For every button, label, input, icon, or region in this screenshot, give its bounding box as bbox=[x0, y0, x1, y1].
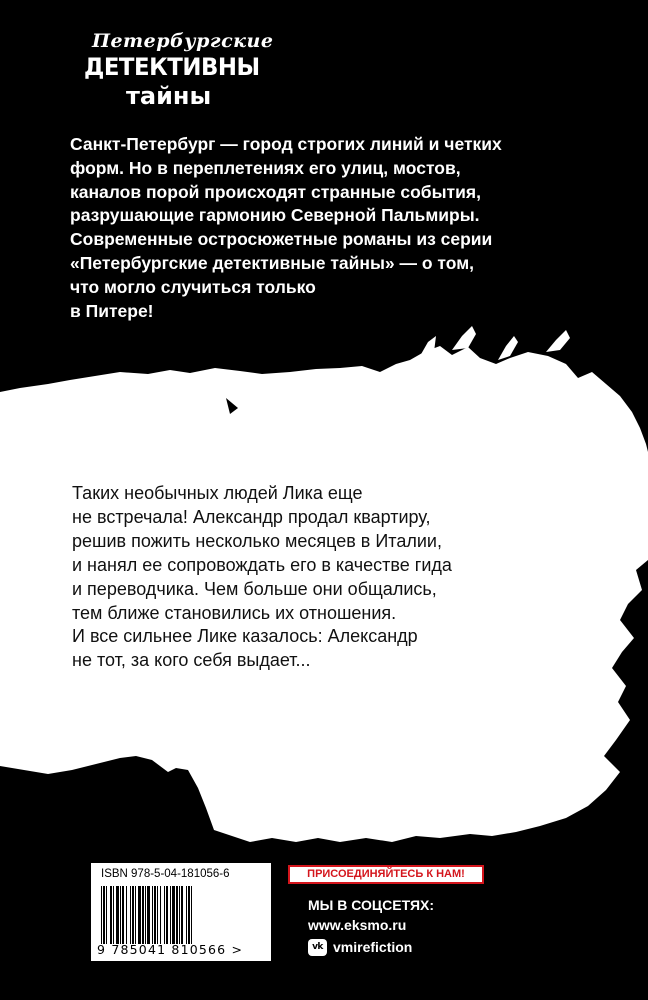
isbn-number: ISBN 978-5-04-181056-6 bbox=[101, 868, 230, 880]
series-annotation bbox=[70, 133, 590, 323]
synopsis-line: тем ближе становились их отношения. bbox=[72, 602, 397, 623]
barcode-bar bbox=[106, 886, 107, 944]
synopsis-line: решив пожить несколько месяцев в Италии, bbox=[72, 530, 442, 551]
synopsis-line: и нанял ее сопровождать его в качестве гида bbox=[72, 554, 452, 575]
barcode-bar bbox=[126, 886, 127, 944]
barcode-bar bbox=[179, 886, 180, 944]
book-synopsis bbox=[72, 482, 592, 673]
barcode-bar bbox=[191, 886, 192, 944]
website-link[interactable]: www.eksmo.ru bbox=[308, 917, 407, 933]
barcode-bar bbox=[160, 886, 161, 944]
synopsis-line: Таких необычных людей Лика еще bbox=[72, 483, 363, 503]
barcode-bar bbox=[101, 886, 102, 944]
barcode-bar bbox=[145, 886, 146, 944]
barcode-bar bbox=[164, 886, 165, 944]
annotation-line: Современные остросюжетные романы из серии bbox=[70, 229, 493, 250]
barcode-bar bbox=[120, 886, 121, 944]
annotation-line: «Петербургские детективные тайны» — о том, bbox=[70, 252, 475, 273]
annotation-line: форм. Но в переплетениях его улиц, мостов, bbox=[70, 157, 461, 178]
barcode-bar bbox=[154, 886, 156, 944]
barcode-bar bbox=[113, 886, 114, 944]
barcode-digits: 9 785041 810566 > bbox=[97, 942, 244, 957]
barcode-bar bbox=[130, 886, 131, 944]
vk-link[interactable] bbox=[308, 937, 434, 957]
barcode-bar bbox=[103, 886, 105, 944]
social-heading: МЫ В СОЦСЕТЯХ: bbox=[308, 897, 435, 913]
synopsis-line: И все сильнее Лике казалось: Александр bbox=[72, 626, 418, 647]
barcode-bar bbox=[152, 886, 153, 944]
barcode-bar bbox=[166, 886, 168, 944]
vk-handle: vmirefiction bbox=[333, 939, 413, 955]
synopsis-line: не встречала! Александр продал квартиру, bbox=[72, 506, 431, 527]
synopsis-line: не тот, за кого себя выдает... bbox=[72, 650, 311, 671]
barcode-bar bbox=[172, 886, 175, 944]
barcode-bar bbox=[122, 886, 124, 944]
join-us-badge: ПРИСОЕДИНЯЙТЕСЬ К НАМ! bbox=[288, 865, 484, 884]
barcode-bar bbox=[116, 886, 119, 944]
barcode-bar bbox=[170, 886, 171, 944]
barcode-bar bbox=[138, 886, 141, 944]
barcode-bar bbox=[157, 886, 158, 944]
barcode-bar bbox=[181, 886, 183, 944]
annotation-line: Санкт-Петербург — город строгих линий и четких bbox=[70, 134, 502, 154]
barcode-bar bbox=[142, 886, 144, 944]
synopsis-line: и переводчика. Чем больше они общались, bbox=[72, 578, 437, 599]
annotation-line: в Питере! bbox=[70, 300, 154, 321]
barcode-bar bbox=[186, 886, 187, 944]
barcode-bar bbox=[110, 886, 112, 944]
barcode-bar bbox=[176, 886, 178, 944]
barcode-bar bbox=[188, 886, 190, 944]
barcode-graphic bbox=[97, 886, 265, 944]
annotation-line: каналов порой происходят странные события, bbox=[70, 181, 481, 202]
series-logo-sub: тайны bbox=[126, 82, 212, 110]
barcode-bar bbox=[135, 886, 136, 944]
series-logo bbox=[84, 30, 274, 120]
annotation-line: что могло случиться только bbox=[70, 276, 316, 297]
series-logo-main: ДЕТЕКТИВНЫ bbox=[84, 53, 260, 81]
barcode-bar bbox=[132, 886, 134, 944]
barcode-bar bbox=[147, 886, 150, 944]
barcode-panel bbox=[90, 862, 272, 962]
series-logo-script: Петербургские bbox=[92, 30, 274, 52]
vk-icon: vk bbox=[308, 939, 327, 956]
annotation-line: разрушающие гармонию Северной Пальмиры. bbox=[70, 205, 480, 226]
social-block bbox=[308, 895, 434, 957]
